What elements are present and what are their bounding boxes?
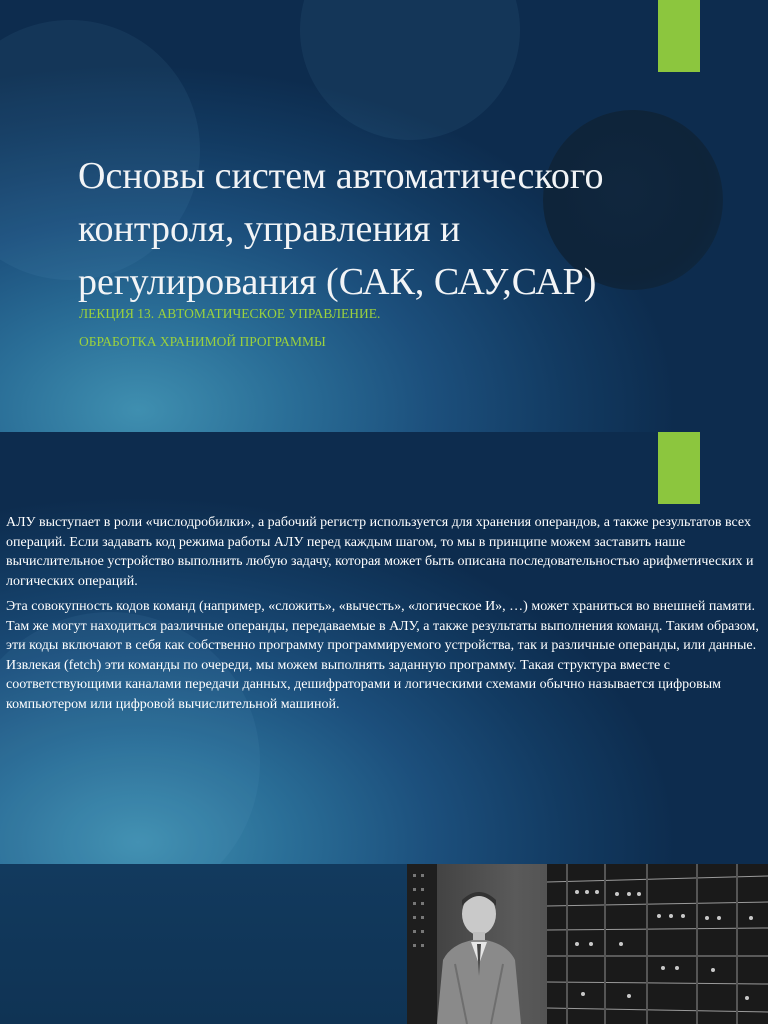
slide-subtitle [79, 304, 679, 360]
next-slide-preview [0, 864, 768, 1024]
accent-bar [658, 432, 700, 504]
body-paragraph: Эта совокупность кодов команд (например, «сложить», «вычесть», «логическое И», …) может храниться во внешней памяти. Там же могут находиться различные операнды, передаваемые в АЛУ, а также результаты выполнения команд. Таким образом, эти коды включают в себя как собственно программу программируемого устройства, так и различные операнды, или данные. Извлекая (fetch) эти команды по очереди, мы можем выполнять заданную программу. Такая структура вместе с соответствующими каналами передачи данных, дешифраторами и логическими схемами обычно называется цифровым компьютером или цифровой вычислительной машиной. [6, 599, 759, 712]
historical-photo [407, 864, 768, 1024]
subtitle-line: ОБРАБОТКА ХРАНИМОЙ ПРОГРАММЫ [79, 334, 326, 349]
title-slide [0, 0, 768, 432]
slide-body [6, 513, 764, 720]
accent-bar [658, 0, 700, 72]
slide-title: Основы систем автоматического контроля, управления и регулирования (САК, САУ,САР) [78, 155, 604, 303]
content-slide [0, 432, 768, 864]
photo-illustration [407, 864, 768, 1024]
background-bubble [300, 0, 520, 140]
body-paragraph: АЛУ выступает в роли «числодробилки», а рабочий регистр используется для хранения операндов, а также результатов всех операций. Если задавать код режима работы АЛУ перед каждым шагом, то мы в принципе можем заставить наше вычислительное устройство выполнить любую задачу, которая может быть описана последовательностью арифметических и логических операций. [6, 515, 754, 589]
subtitle-line: ЛЕКЦИЯ 13. АВТОМАТИЧЕСКОЕ УПРАВЛЕНИЕ. [79, 306, 381, 321]
